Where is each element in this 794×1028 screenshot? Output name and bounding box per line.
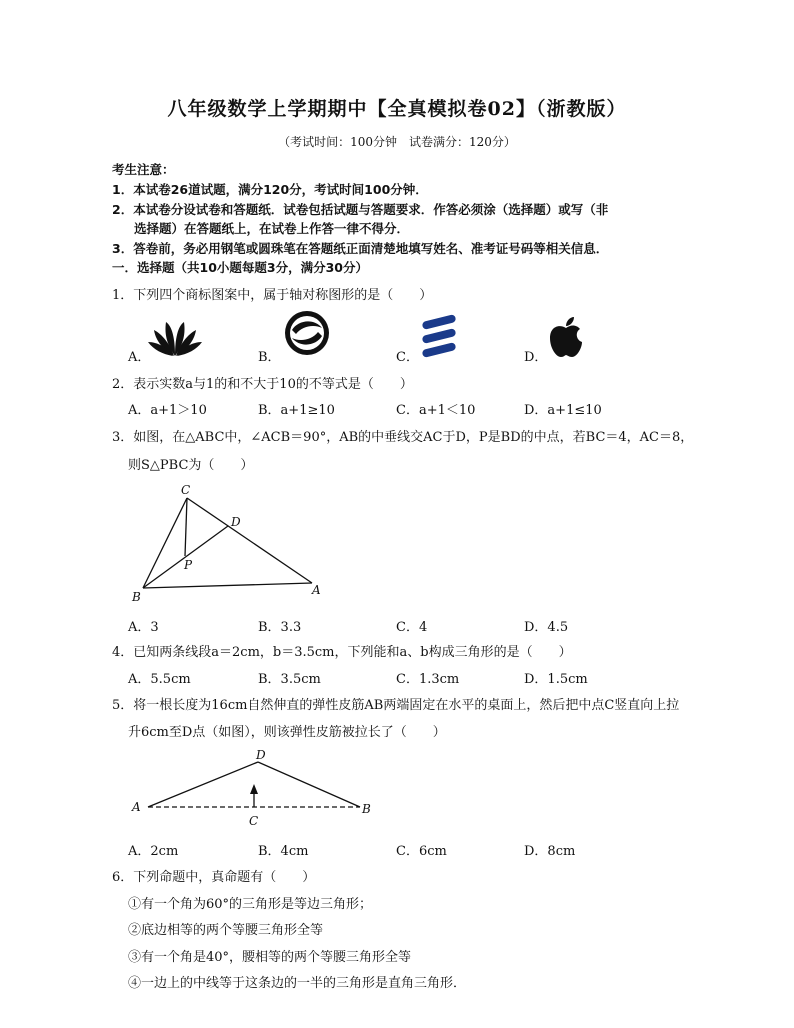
apple-logo-icon bbox=[548, 316, 584, 358]
huawei-logo-icon bbox=[148, 316, 202, 358]
q4-option-b: B．3.5cm bbox=[258, 672, 321, 687]
q3-label-p: P bbox=[184, 558, 193, 572]
q6-item-4: ④一边上的中线等于这条边的一半的三角形是直角三角形． bbox=[128, 976, 467, 991]
page-title: 八年级数学上学期期中【全真模拟卷02】（浙教版） bbox=[167, 98, 627, 120]
q1-option-a: A． bbox=[128, 350, 151, 365]
q2-option-d: D．a+1≤10 bbox=[524, 403, 602, 418]
q6-item-1: ①有一个角为60°的三角形是等边三角形； bbox=[128, 897, 373, 912]
q1-option-b: B． bbox=[258, 350, 281, 365]
notice-line-1: 1．本试卷26道试题，满分120分，考试时间100分钟． bbox=[112, 182, 428, 197]
notice-line-3: 3．答卷前，务必用钢笔或圆珠笔在答题纸正面清楚地填写姓名、准考证号码等相关信息． bbox=[112, 241, 609, 256]
q5-stem-2: 升6cm至D点（如图），则该弹性皮筋被拉长了（ ） bbox=[128, 725, 446, 740]
q1-stem: 1．下列四个商标图案中，属于轴对称图形的是（ ） bbox=[112, 288, 433, 303]
q3-stem-2: 则S△PBC为（ ） bbox=[128, 458, 254, 473]
q6-item-2: ②底边相等的两个等腰三角形全等 bbox=[128, 923, 324, 938]
q4-option-a: A．5.5cm bbox=[128, 672, 191, 687]
q3-stem-1: 3．如图，在△ABC中，∠ACB＝90°，AB的中垂线交AC于D，P是BD的中点，若BC＝4，AC＝8， bbox=[112, 430, 694, 445]
notice-heading: 考生注意： bbox=[112, 162, 175, 177]
q3-triangle-figure bbox=[130, 478, 330, 608]
q5-option-c: C．6cm bbox=[396, 844, 447, 859]
q3-option-d: D．4.5 bbox=[524, 620, 569, 635]
q2-option-b: B．a+1≥10 bbox=[258, 403, 335, 418]
q3-label-b: B bbox=[132, 590, 141, 604]
q5-stem-1: 5．将一根长度为16cm自然伸直的弹性皮筋AB两端固定在水平的桌面上，然后把中点C竖直向上拉 bbox=[112, 698, 680, 713]
q3-label-d: D bbox=[231, 515, 241, 529]
ericsson-logo-icon bbox=[420, 314, 460, 358]
notice-line-2: 2．本试卷分设试卷和答题纸．试卷包括试题与答题要求．作答必须涂（选择题）或写（非 bbox=[112, 202, 609, 217]
q5-label-d: D bbox=[256, 748, 266, 762]
q1-option-c: C． bbox=[396, 350, 419, 365]
q3-label-c: C bbox=[181, 483, 191, 497]
q1-option-d: D． bbox=[524, 350, 548, 365]
q2-stem: 2．表示实数a与1的和不大于10的不等式是（ ） bbox=[112, 377, 413, 392]
q5-band-figure bbox=[140, 756, 370, 816]
q4-option-c: C．1.3cm bbox=[396, 672, 460, 687]
q5-option-a: A．2cm bbox=[128, 844, 179, 859]
q5-label-c: C bbox=[249, 814, 259, 828]
q3-option-a: A．3 bbox=[128, 620, 159, 635]
q2-option-a: A．a+1＞10 bbox=[128, 403, 207, 418]
q5-label-b: B bbox=[362, 802, 371, 816]
q5-label-a: A bbox=[132, 800, 141, 814]
q3-label-a: A bbox=[312, 583, 321, 597]
q4-option-d: D．1.5cm bbox=[524, 672, 588, 687]
q4-stem: 4．已知两条线段a＝2cm，b＝3.5cm，下列能和a、b构成三角形的是（ ） bbox=[112, 645, 572, 660]
q5-option-d: D．8cm bbox=[524, 844, 576, 859]
q3-option-c: C．4 bbox=[396, 620, 428, 635]
q5-option-b: B．4cm bbox=[258, 844, 309, 859]
section-heading: 一．选择题（共10小题每题3分，满分30分） bbox=[112, 260, 368, 275]
q3-option-b: B．3.3 bbox=[258, 620, 302, 635]
exam-info: （考试时间：100分钟 试卷满分：120分） bbox=[278, 135, 516, 149]
china-mobile-logo-icon bbox=[284, 310, 330, 356]
q6-stem: 6．下列命题中，真命题有（ ） bbox=[112, 870, 316, 885]
q6-item-3: ③有一个角是40°，腰相等的两个等腰三角形全等 bbox=[128, 950, 412, 965]
notice-line-2b: 选择题）在答题纸上，在试卷上作答一律不得分． bbox=[134, 221, 410, 236]
q2-option-c: C．a+1＜10 bbox=[396, 403, 476, 418]
